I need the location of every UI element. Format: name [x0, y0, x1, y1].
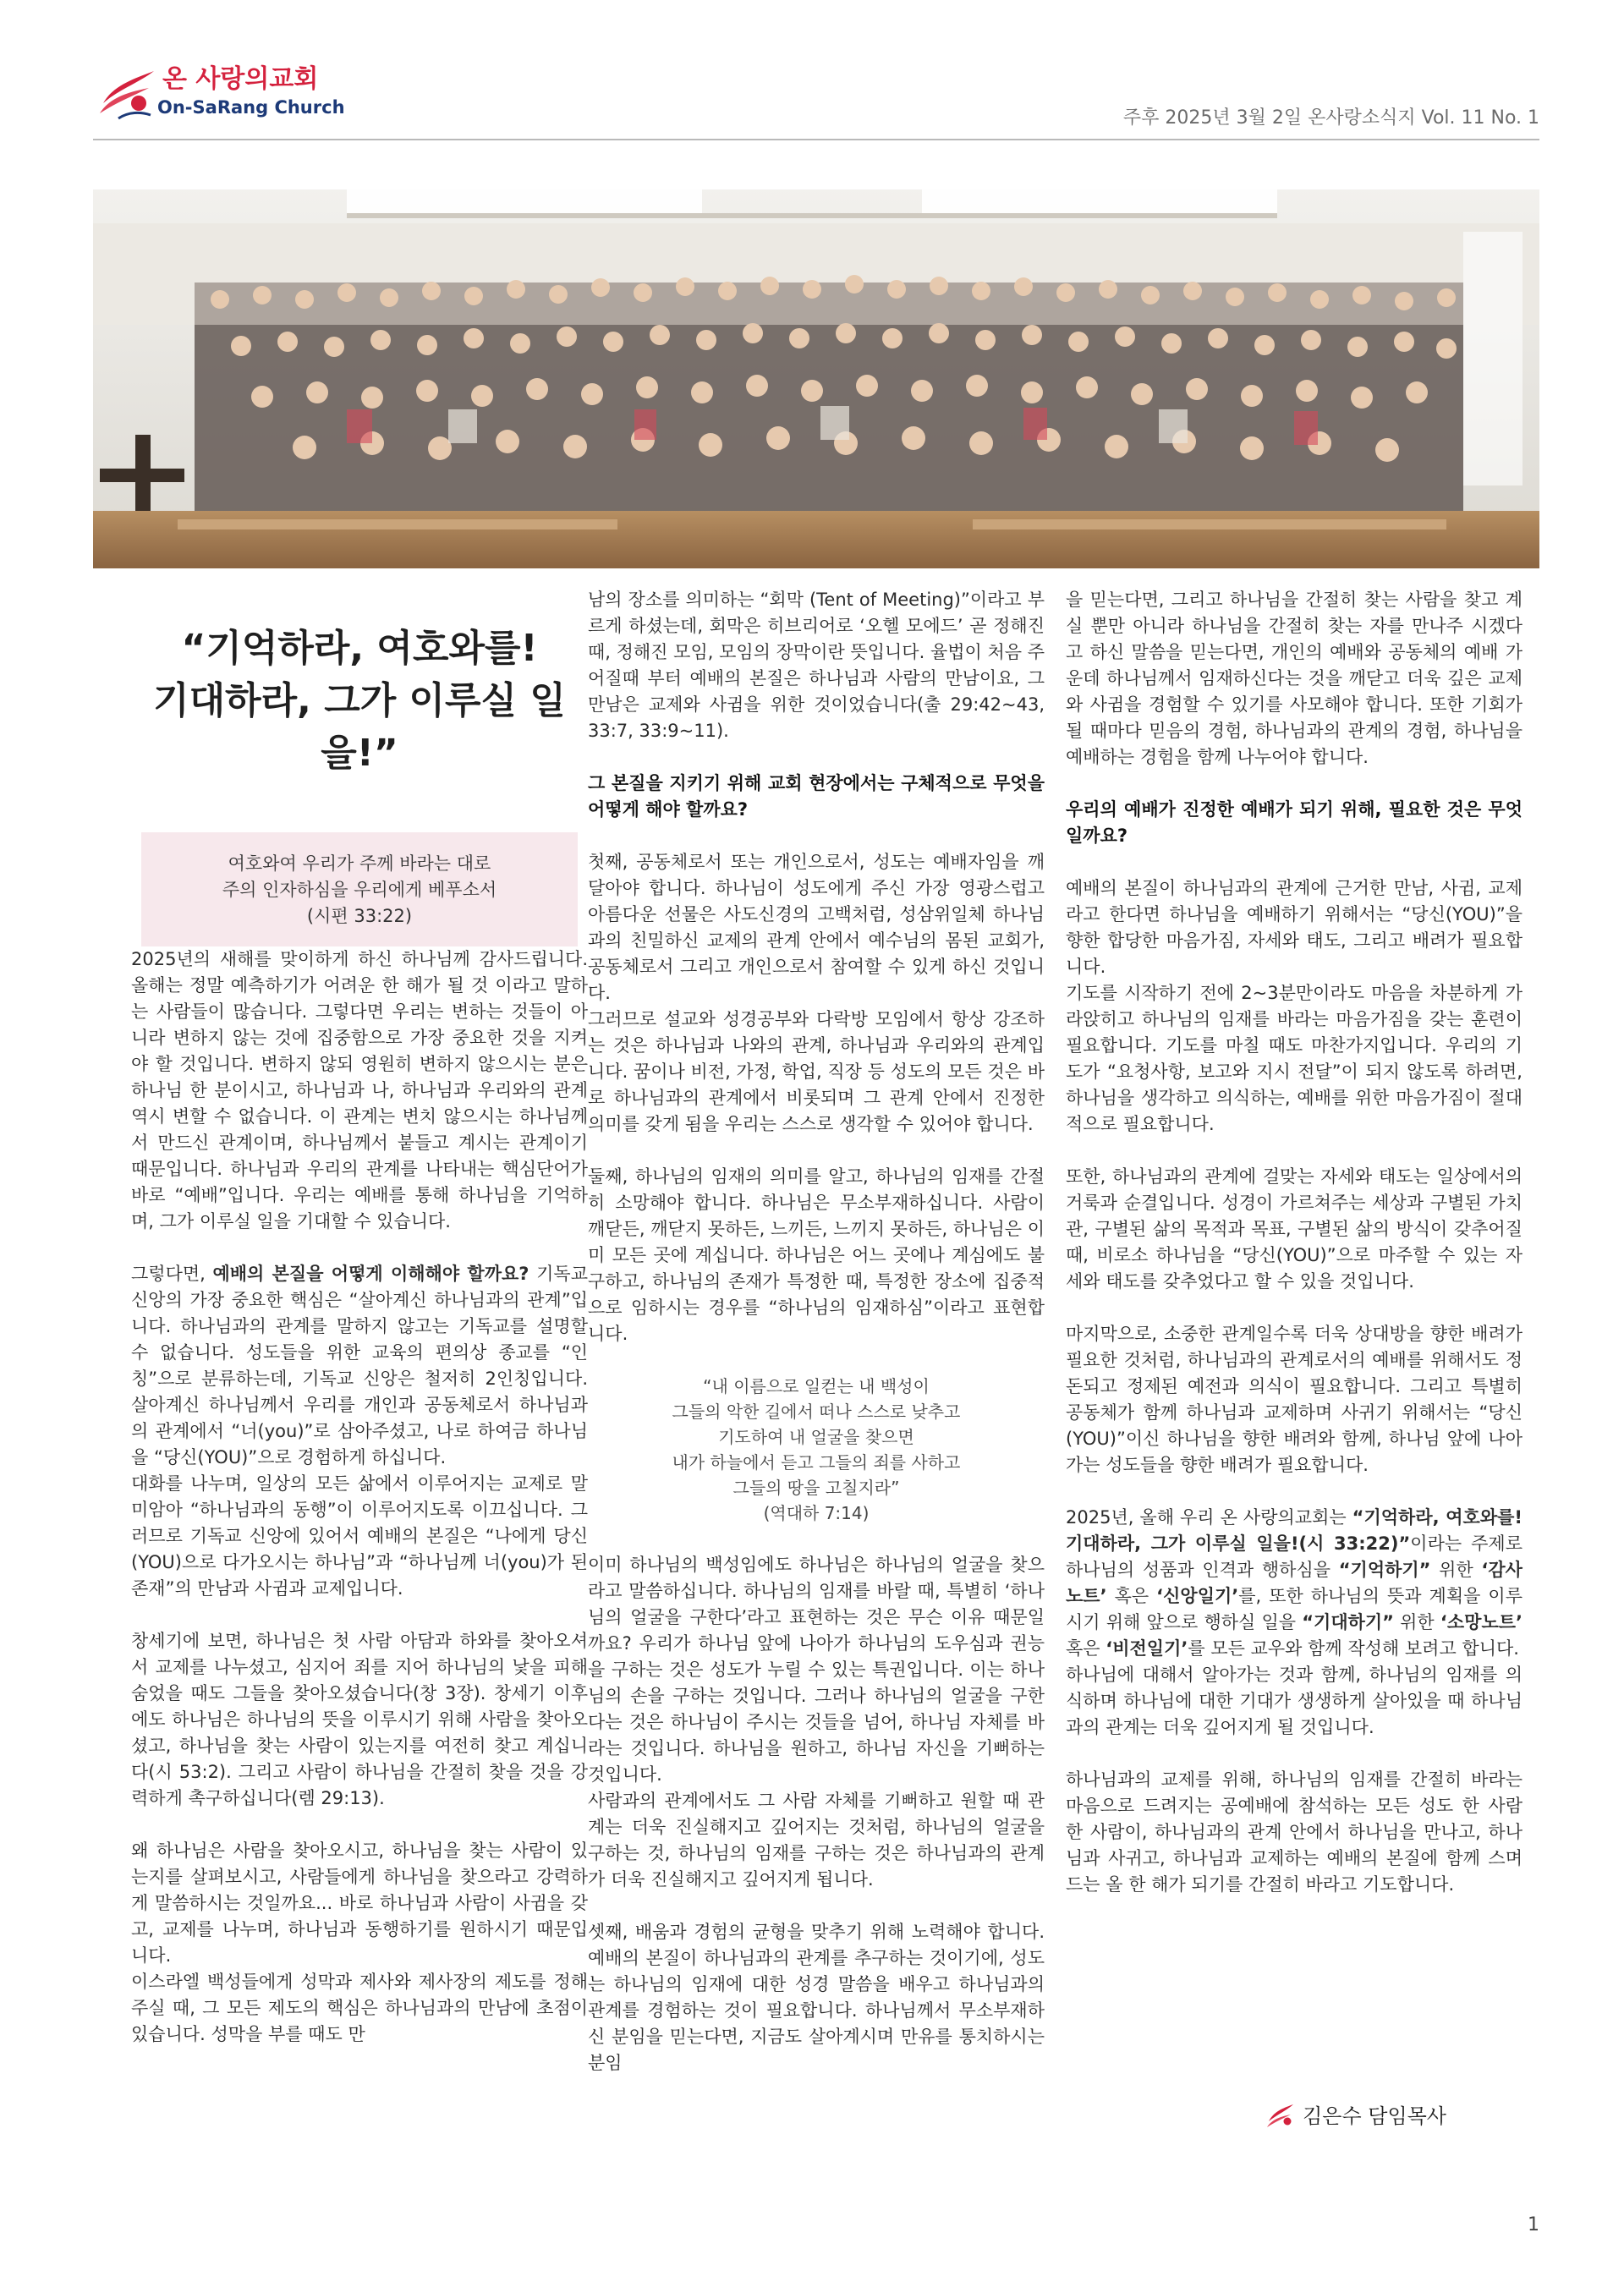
verse-line-2: 주의 인자하심을 우리에게 베푸소서 [222, 880, 497, 900]
paragraph: 하나님과의 교제를 위해, 하나님의 임재를 간절히 바라는 마음으로 드려지는 공예배에 참석하는 모든 성도 한 사람 한 사람이, 하나님과의 관계 안에서 하나님을 만나고, 하나님과 사귀고, 하나님과 교제하는 예배의 본질에 함께 스며드는 올 한 해가 되기를 간절히 바라고 기도합니다. [1066, 1769, 1522, 1895]
quote-line: 그들의 악한 길에서 떠나 스스로 낮추고 [672, 1402, 961, 1422]
issue-info: 주후 2025년 3월 2일 온사랑소식지 Vol. 11 No. 1 [1122, 107, 1539, 129]
paragraph: 사람과의 관계에서도 그 사람 자체를 기뻐하고 원할 때 관계는 더욱 진실해지고 깊어지는 것처럼, 하나님의 얼굴을 구하는 것, 하나님의 임재를 구하는 것은 하나님과의 관계가 더욱 진실해지고 깊어지게 됩니다. [588, 1791, 1045, 1890]
quote-reference: (역대하 7:14) [763, 1503, 870, 1523]
column-2 [588, 587, 1045, 2076]
text-run: 이라는 주제로 하나님의 성품과 인격과 행하심을 [1066, 1533, 1522, 1580]
paragraph: 이미 하나님의 백성임에도 하나님은 하나님의 얼굴을 찾으라고 말씀하십니다. 하나님의 임재를 바랄 때, 특별히 ‘하나님의 얼굴을 구한다’라고 표현하는 것은 무슨 이유 때문일까요? 우리가 하나님 앞에 나아가 하나님의 도우심과 권능을 구하는 것은 성도가 누릴 수 있는 특권입니다. 이는 하나님의 손을 구하는 것입니다. 그러나 하나님의 얼굴을 구한다는 것은 하나님이 주시는 것들을 넘어, 하나님 자체를 바라는 것입니다. 하나님을 원하고, 하나님 자신을 기뻐하는 것입니다. [588, 1555, 1045, 1785]
text-run: 를 모든 교우와 함께 작성해 보려고 합니다. [1188, 1638, 1519, 1659]
column-3 [1066, 587, 1522, 1924]
text-run: 기독교 신앙의 가장 중요한 핵심은 “살아계신 하나님과의 관계”입니다. 하나님과의 관계를 말하지 않고는 기독교를 설명할 수 없습니다. 성도들을 위한 교육의 편의상 종교를 “인칭”으로 분류하는데, 기독교 신앙은 철저히 2인칭입니다. 살아계신 하나님께서 우리를 개인과 공동체로서 하나님과의 관계에서 “너(you)”로 삼아주셨고, 나로 하여금 하나님을 “당신(YOU)”으로 경험하게 하십니다. [131, 1264, 588, 1467]
subheading: 그 본질을 지키기 위해 교회 현장에서는 구체적으로 무엇을 어떻게 해야 할까요? [588, 773, 1045, 820]
logo-korean-name: 온 사랑의교회 [162, 64, 319, 94]
subheading: 우리의 예배가 진정한 예배가 되기 위해, 필요한 것은 무엇일까요? [1066, 799, 1522, 846]
emphasis: “기대하기” [1302, 1612, 1394, 1632]
emphasis: “기억하기” [1338, 1560, 1431, 1580]
text-run: 를, 또한 하나님의 뜻과 계획을 이루시기 위해 앞으로 행하실 일을 [1066, 1586, 1522, 1632]
paragraph: 둘째, 하나님의 임재의 의미를 알고, 하나님의 임재를 간절히 소망해야 합니다. 하나님은 무소부재하십니다. 사람이 깨닫든, 깨닫지 못하든, 느끼든, 느끼지 못하든, 하나님은 이미 모든 곳에 계십니다. 하나님은 어느 곳에나 계심에도 불구하고, 하나님의 존재가 특정한 때, 특정한 장소에 집중적으로 임하시는 경우를 “하나님의 임재하심”이라고 표현합니다. [588, 1166, 1045, 1344]
logo-english-name: On-SaRang Church [157, 97, 345, 118]
paragraph: 남의 장소를 의미하는 “회막 (Tent of Meeting)”이라고 부르게 하셨는데, 회막은 히브리어로 ‘오헬 모에드’ 곧 정해진 때, 정해진 모임, 모임의 장막이란 뜻입니다. 율법이 처음 주어질때 부터 예배의 본질은 하나님과 사람의 만남이요, 그 만남은 교제와 사귐을 위한 것이었습니다(출 29:42~43, 33:7, 33:9~11). [588, 590, 1045, 741]
scripture-callout [141, 832, 578, 946]
paragraph [131, 1261, 588, 1471]
signature-name: 김은수 담임목사 [1303, 2104, 1446, 2128]
church-logo[interactable] [93, 59, 372, 122]
paragraph: 셋째, 배움과 경험의 균형을 맞추기 위해 노력해야 합니다. 예배의 본질이 하나님과의 관계를 추구하는 것이기에, 성도는 하나님의 임재에 대한 성경 말씀을 배우고 하나님과의 관계를 경험하는 것이 필요합니다. 하나님께서 무소부재하신 분임을 믿는다면, 지금도 살아계시며 만유를 통치하시는 분임 [588, 1922, 1045, 2073]
emphasis: ‘감사노트’ [1066, 1560, 1522, 1606]
church-flame-icon [1265, 2099, 1296, 2130]
emphasis: ‘비전일기’ [1106, 1638, 1188, 1659]
subheading: 예배의 본질을 어떻게 이해해야 할까요? [212, 1264, 529, 1284]
paragraph: 하나님에 대해서 알아가는 것과 함께, 하나님의 임재를 의식하며 하나님에 대한 기대가 생생하게 살아있을 때 하나님과의 관계는 더욱 깊어지게 될 것입니다. [1066, 1665, 1522, 1737]
title-line-2: 기대하라, 그가 이루실 일을!” [153, 679, 566, 775]
text-run: 위한 [1430, 1560, 1482, 1580]
paragraph: 또한, 하나님과의 관계에 걸맞는 자세와 태도는 일상에서의 거룩과 순결입니다. 성경이 가르쳐주는 세상과 구별된 가치관, 구별된 삶의 목적과 목표, 구별된 삶의 방식이 갖추어질 때, 비로소 하나님을 “당신(YOU)”으로 마주할 수 있는 자세와 태도를 갖추었다고 할 수 있을 것입니다. [1066, 1166, 1522, 1292]
verse-reference: (시편 33:22) [306, 906, 413, 926]
header-divider [93, 139, 1539, 140]
year-theme: “기억하라, 여호와를! 기대하라, 그가 이루실 일을!(시 33:22)” [1066, 1507, 1522, 1554]
paragraph: 마지막으로, 소중한 관계일수록 더욱 상대방을 향한 배려가 필요한 것처럼, 하나님과의 관계로서의 예배를 위해서도 정돈되고 정제된 예전과 의식이 필요합니다. 그리고 특별히 공동체가 함께 하나님과 교제하며 사귀기 위해서는 “당신(YOU)”이신 하나님을 향한 배려와 함께, 하나님 앞에 나아가는 성도들을 향한 배려가 필요합니다. [1066, 1324, 1522, 1475]
scripture-quote [588, 1374, 1045, 1526]
emphasis: ‘신앙일기’ [1156, 1586, 1239, 1606]
text-run: 혹은 [1106, 1586, 1157, 1606]
paragraph: 첫째, 공동체로서 또는 개인으로서, 성도는 예배자임을 깨달아야 합니다. 하나님이 성도에게 주신 가장 영광스럽고 아름다운 선물은 사도신경의 고백처럼, 성삼위일체 하나님과의 친밀하신 교제의 관계 안에서 예수님의 몸된 교회가, 공동체로서 그리고 개인으로서 참여할 수 있게 하신 것입니다. [588, 852, 1045, 1003]
church-flame-icon [93, 59, 159, 122]
paragraph: 창세기에 보면, 하나님은 첫 사람 아담과 하와를 찾아오셔서 교제를 나누셨고, 심지어 죄를 지어 하나님의 낯을 피해 숨었을 때도 그들을 찾아오셨습니다(창 3장). 창세기 이후에도 하나님은 하나님의 뜻을 이루시기 위해 사람을 찾아오셨고, 하나님을 찾는 사람이 있는지를 여전히 찾고 계십니다(시 53:2). 그리고 사람이 하나님을 간절히 찾을 것을 강력하게 촉구하십니다(렘 29:13). [131, 1631, 588, 1808]
photo-illustration [93, 156, 1539, 568]
quote-line: 내가 하늘에서 듣고 그들의 죄를 사하고 [672, 1452, 961, 1473]
paragraph: 왜 하나님은 사람을 찾아오시고, 하나님을 찾는 사람이 있는지를 살펴보시고, 사람들에게 하나님을 찾으라고 강력하게 말씀하시는 것일까요... 바로 하나님과 사람이 사귐을 갖고, 교제를 나누며, 하나님과 동행하기를 원하시기 때문입니다. [131, 1840, 588, 1966]
title-line-1: “기억하라, 여호와를! [181, 627, 538, 670]
congregation-group-photo [93, 156, 1539, 568]
pastor-signature [1303, 2099, 1446, 2133]
text-run: 위한 [1393, 1612, 1440, 1632]
page-number: 1 [1528, 2214, 1539, 2235]
masthead [93, 52, 1539, 129]
column-1 [131, 589, 588, 2048]
text-run: 혹은 [1066, 1638, 1106, 1659]
article [93, 589, 1539, 2230]
text-run: 2025년, 올해 우리 온 사랑의교회는 [1066, 1507, 1352, 1528]
page-title [131, 623, 588, 780]
paragraph: 그러므로 설교와 성경공부와 다락방 모임에서 항상 강조하는 것은 하나님과 나와의 관계, 하나님과 우리와의 관계입니다. 꿈이나 비전, 가정, 학업, 직장 등 성도의 모든 것은 바로 하나님과의 관계에서 비롯되며 그 관계 안에서 진정한 의미를 갖게 됨을 우리는 스스로 생각할 수 있어야 합니다. [588, 1009, 1045, 1134]
crowd [195, 275, 1463, 528]
paragraph: 을 믿는다면, 그리고 하나님을 간절히 찾는 사람을 찾고 계실 뿐만 아니라 하나님을 간절히 찾는 자를 만나주 시겠다고 하신 말씀을 믿는다면, 개인의 예배와 공동체의 예배 가운데 하나님께서 임재하신다는 것을 깨닫고 더욱 깊은 교제와 사귐을 경험할 수 있기를 사모해야 합니다. 또한 기회가 될 때마다 믿음의 경험, 하나님과의 관계의 경험, 하나님을 예배하는 경험을 함께 나누어야 합니다. [1066, 590, 1522, 767]
paragraph [1066, 1505, 1522, 1662]
emphasis: ‘소망노트’ [1440, 1612, 1522, 1632]
paragraph: 예배의 본질이 하나님과의 관계에 근거한 만남, 사귐, 교제라고 한다면 하나님을 예배하기 위해서는 “당신(YOU)”을 향한 합당한 마음가짐, 자세와 태도, 그리고 배려가 필요합니다. [1066, 878, 1522, 977]
verse-line-1: 여호와여 우리가 주께 바라는 대로 [228, 853, 491, 874]
quote-line: 그들의 땅을 고칠지라” [732, 1478, 900, 1498]
paragraph: 2025년의 새해를 맞이하게 하신 하나님께 감사드립니다. 올해는 정말 예측하기가 어려운 한 해가 될 것 이라고 말하는 사람들이 많습니다. 그렇다면 우리는 변하는 것들이 아니라 변하지 않는 것에 집중함으로 가장 중요한 것을 지켜야 할 것입니다. 변하지 않되 영원히 변하지 않으시는 분은 하나님 한 분이시고, 하나님과 나, 하나님과 우리와의 관계 역시 변할 수 없습니다. 이 관계는 변치 않으시는 하나님께서 만드신 관계이며, 하나님께서 붙들고 계시는 관계이기 때문입니다. 하나님과 우리의 관계를 나타내는 핵심단어가 바로 “예배”입니다. 우리는 예배를 통해 하나님을 기억하며, 그가 이루실 일을 기대할 수 있습니다. [131, 949, 588, 1232]
quote-line: “내 이름으로 일컫는 내 백성이 [703, 1376, 930, 1396]
paragraph: 대화를 나누며, 일상의 모든 삶에서 이루어지는 교제로 말미암아 “하나님과의 동행”이 이루어지도록 이끄십니다. 그러므로 기독교 신앙에 있어서 예배의 본질은 “나에게 당신(YOU)으로 다가오시는 하나님”과 “하나님께 너(you)가 된 존재”의 만남과 사귐과 교제입니다. [131, 1473, 588, 1599]
paragraph: 이스라엘 백성들에게 성막과 제사와 제사장의 제도를 정해주실 때, 그 모든 제도의 핵심은 하나님과의 만남에 초점이 있습니다. 성막을 부를 때도 만 [131, 1972, 588, 2044]
text-run: 그렇다면, [131, 1264, 213, 1284]
paragraph: 기도를 시작하기 전에 2~3분만이라도 마음을 차분하게 가라앉히고 하나님의 임재를 바라는 마음가짐을 갖는 훈련이 필요합니다. 기도를 마칠 때도 마찬가지입니다. 우리의 기도가 “요청사항, 보고와 지시 전달”이 되지 않도록 하려면, 하나님을 생각하고 의식하는, 예배를 위한 마음가짐이 절대적으로 필요합니다. [1066, 983, 1522, 1134]
quote-line: 기도하여 내 얼굴을 찾으면 [718, 1427, 914, 1447]
